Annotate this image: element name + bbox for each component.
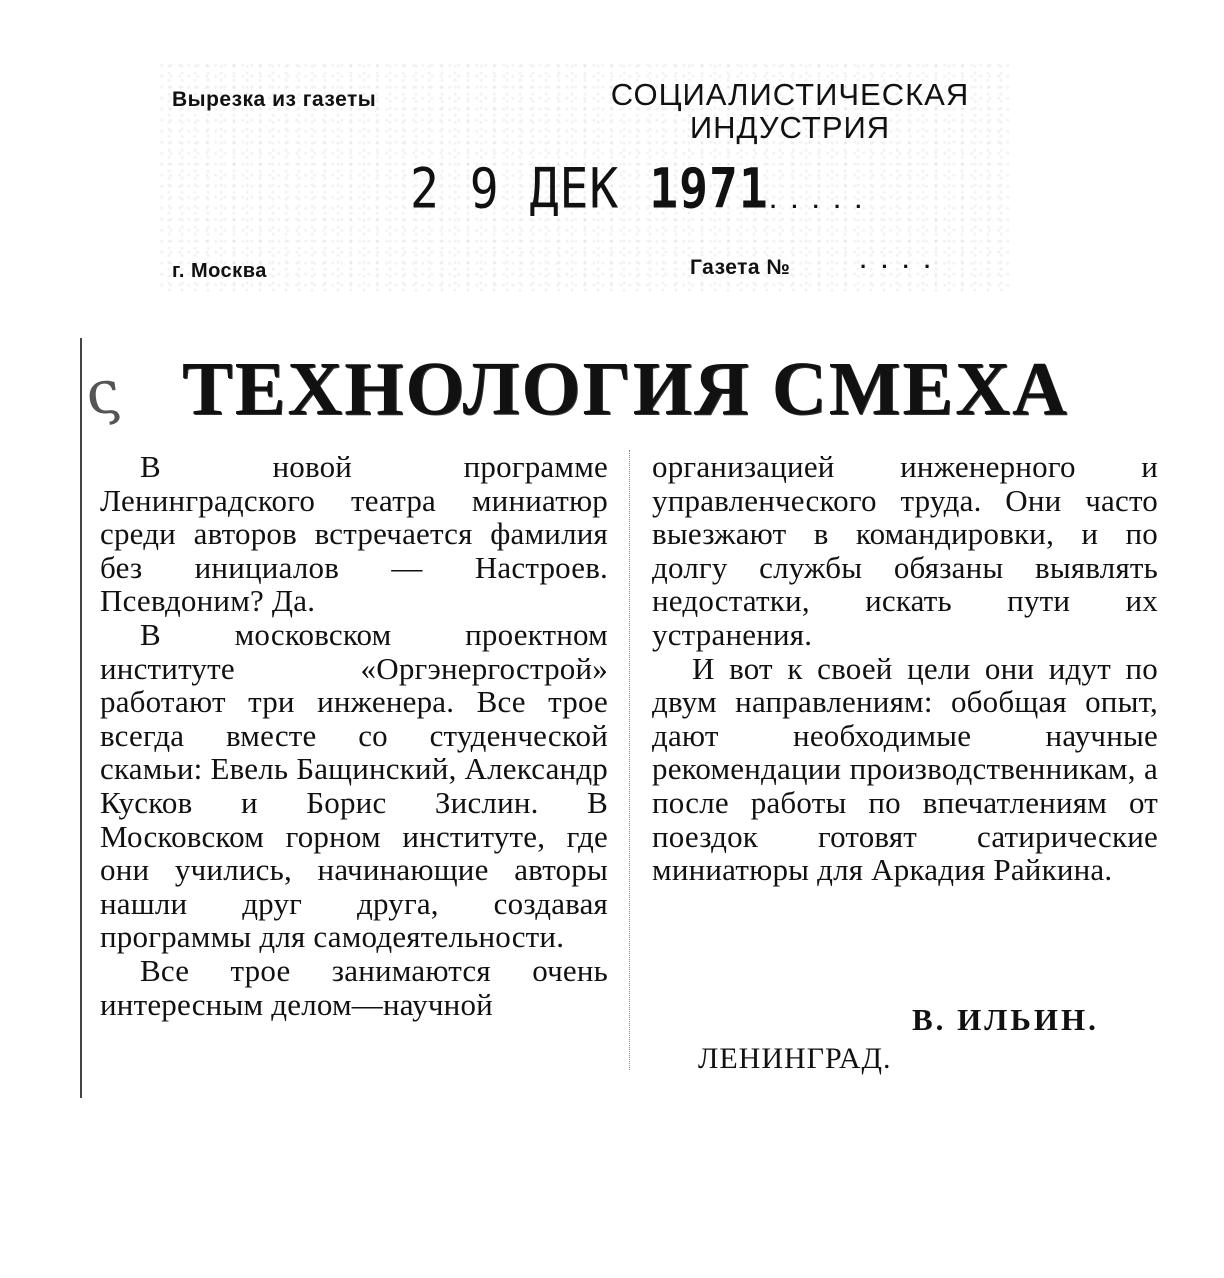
column-divider: [629, 450, 630, 1070]
city-label: г. Москва: [172, 260, 267, 282]
paragraph: Все трое занимаются очень интересным делом—научной: [100, 952, 608, 1022]
clip-label: Вырезка из газеты: [172, 88, 377, 111]
issue-number-label: Газета №: [690, 256, 791, 279]
number-dots-decoration: ····: [860, 254, 946, 279]
newspaper-name: [600, 78, 980, 144]
stamp-date-year: 1971: [649, 157, 769, 222]
article-column-left: [100, 450, 608, 1021]
paragraph: организацией инженерного и управленческого труда. Они часто выезжают в командировки, и по долгу службы обязаны выявлять недостатки, искать пути их устранения.: [652, 449, 1158, 652]
clipping-stamp: [160, 62, 1010, 294]
paragraph: В новой программе Ленинградского театра миниатюр среди авторов встречается фамилия без инициалов — Настроев. Псевдоним? Да.: [100, 449, 608, 619]
article-headline: ТЕХНОЛОГИЯ СМЕХА: [182, 347, 1069, 431]
article: [80, 338, 1172, 1098]
author-signature: В. ИЛЬИН.: [912, 1002, 1099, 1037]
stamp-dots-decoration: ·····: [770, 194, 877, 219]
handwritten-mark-icon: ς: [81, 356, 125, 430]
paragraph: И вот к своей цели они идут по двум направлениям: обобщая опыт, дают необходимые научные рекомендации производственникам, а после работы по впечатлениям от поездок готовят сатирические миниатюры для Аркадия Райкина.: [652, 650, 1158, 888]
stamp-date-daymonth: 2 9 ДЕК: [410, 157, 620, 222]
stamp-date: [410, 157, 769, 221]
newspaper-name-line2: ИНДУСТРИЯ: [689, 110, 891, 145]
paragraph: В московском проектном институте «Оргэнергострой» работают три инженера. Все трое всегда вместе со студенческой скамьи: Евель Бащинский, Александр Кусков и Борис Зислин. В Московском горном институте, где они учились, начинающие авторы нашли друг друга, создавая программы для самодеятельности.: [100, 616, 608, 955]
newspaper-name-line1: СОЦИАЛИСТИЧЕСКАЯ: [610, 77, 970, 112]
dateline-place: ЛЕНИНГРАД.: [698, 1042, 892, 1075]
article-column-right: [652, 450, 1158, 887]
